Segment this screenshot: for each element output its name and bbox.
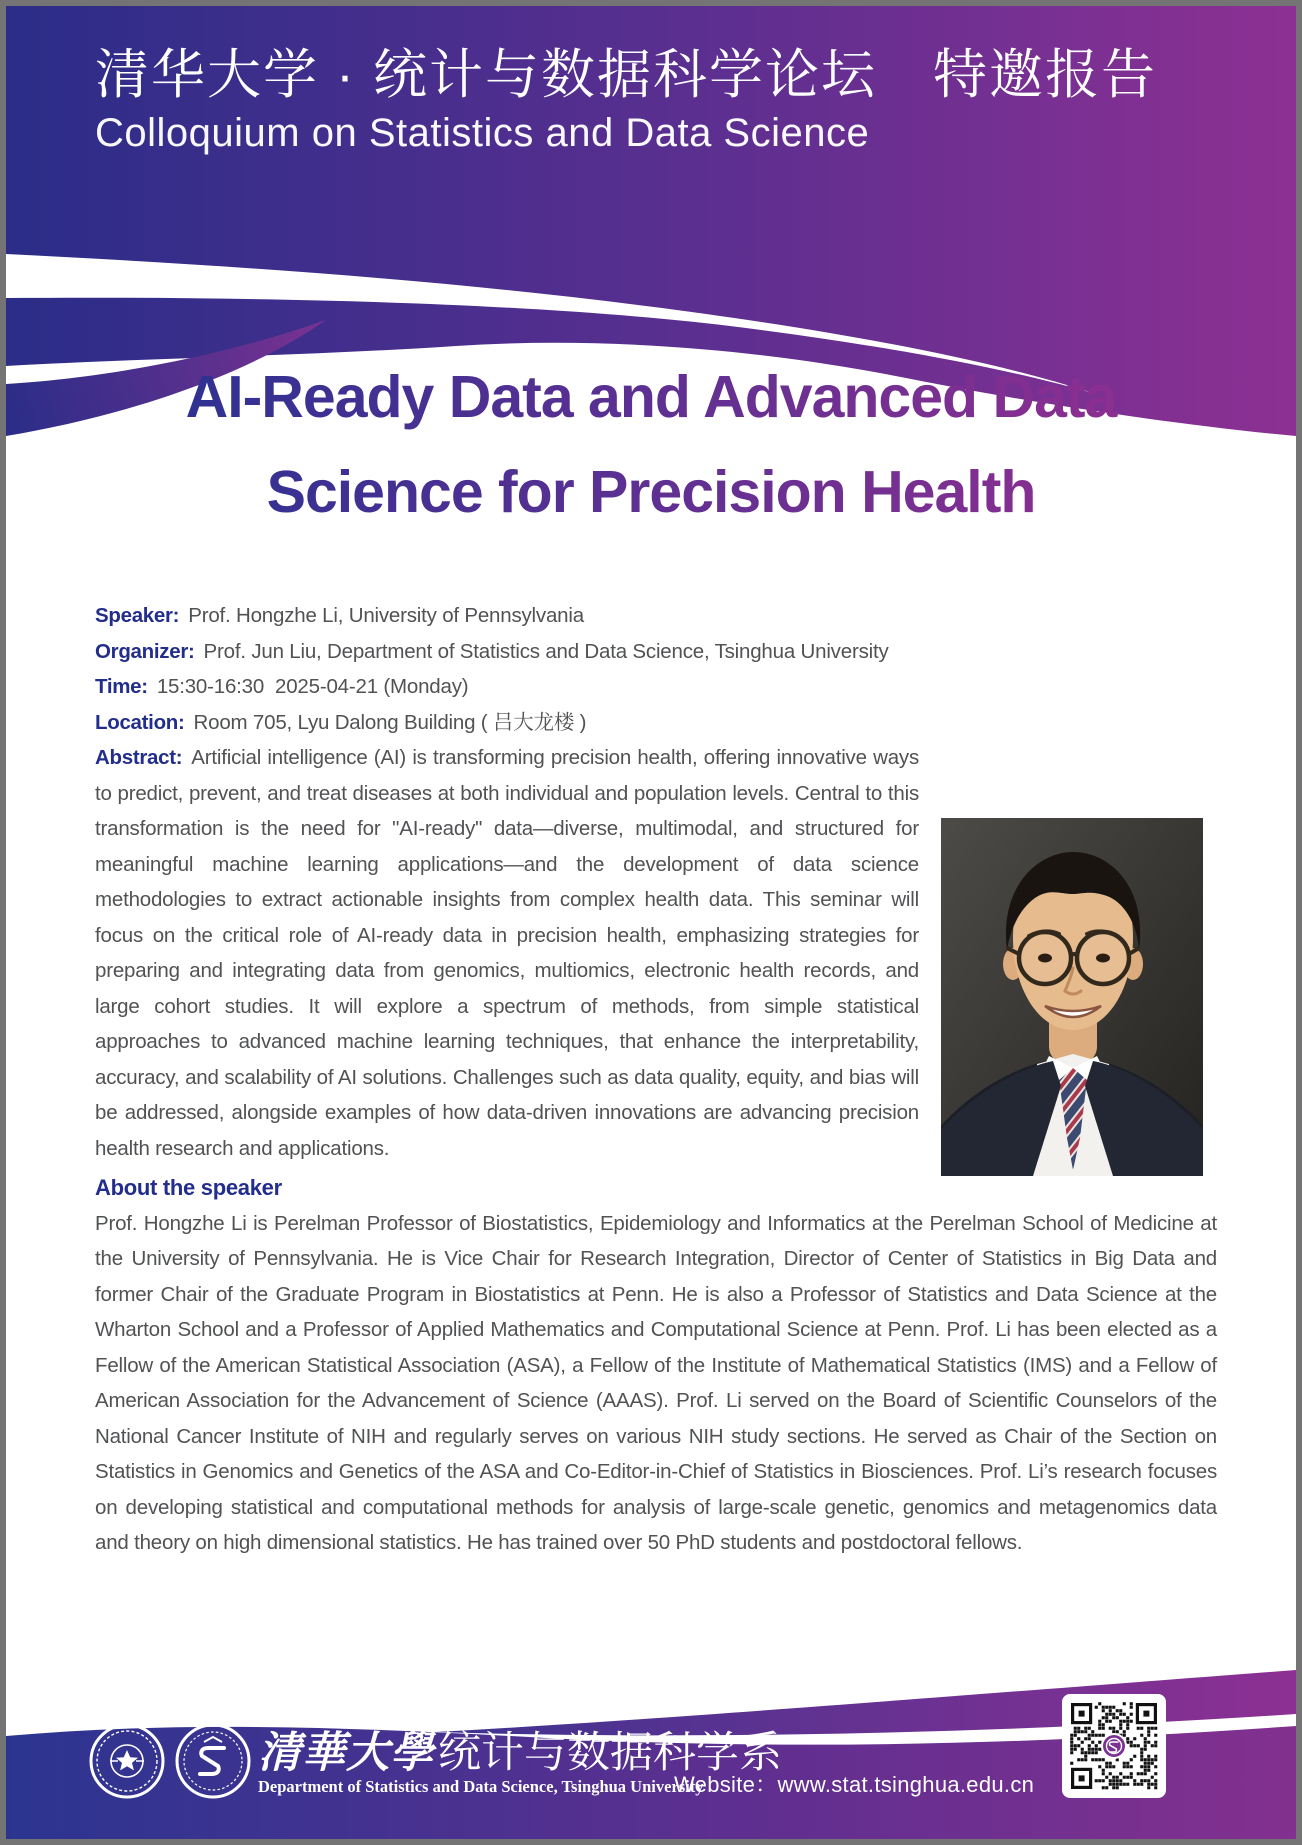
department-name-en: Department of Statistics and Data Science, Tsinghua University — [258, 1777, 704, 1796]
talk-title-line2: Science for Precision Health — [266, 459, 1036, 525]
website-url: www.stat.tsinghua.edu.cn — [777, 1772, 1035, 1797]
department-logo — [174, 1722, 252, 1800]
tsinghua-calligraphy-text: 清華大學 — [258, 1729, 434, 1777]
about-speaker-heading: About the speaker — [95, 1175, 282, 1200]
website-line — [674, 1768, 1034, 1799]
website-label: Website： — [674, 1772, 778, 1797]
location-value: Room 705, Lyu Dalong Building ( 吕大龙楼 ) — [193, 710, 587, 734]
abstract-paragraph — [95, 740, 1217, 1166]
organizer-row — [95, 634, 1217, 670]
speaker-row — [95, 598, 1217, 634]
time-row — [95, 669, 1217, 705]
header-subtitle-en: Colloquium on Statistics and Data Science — [95, 111, 870, 155]
footer — [6, 1634, 1296, 1839]
time-label: Time: — [95, 675, 148, 698]
speaker-value: Prof. Hongzhe Li, University of Pennsylvania — [188, 604, 584, 627]
qr-code — [1062, 1694, 1166, 1798]
location-label: Location: — [95, 710, 185, 734]
speaker-label: Speaker: — [95, 604, 180, 627]
time-value: 15:30-16:30 2025-04-21 (Monday) — [156, 675, 469, 698]
talk-title-line1: AI-Ready Data and Advanced Data — [185, 364, 1117, 430]
organizer-label: Organizer: — [95, 639, 195, 663]
talk-details — [95, 598, 1223, 1561]
speaker-photo-art — [941, 818, 1203, 1176]
abstract-text: Artificial intelligence (AI) is transforming precision health, offering innovative ways to predict, prevent, and treat diseases at both individual and population levels. Central to this transformation is the need for "AI-ready" data—diverse, multimodal, and structured for meaningful machine learning applications—and the development of data science methodologies to extract actionable insights from complex health data. This seminar will focus on the critical role of AI-ready data in precision health, emphasizing strategies for preparing and integrating data from genomics, multiomics, electronic health records, and large cohort studies. It will explore a spectrum of methods, from simple statistical approaches to advanced machine learning techniques, that enhance the interpretability, accuracy, and scalability of AI solutions. Challenges such as data quality, equity, and bias will be addressed, alongside examples of how data-driven innovations are advancing precision health research and applications. — [95, 746, 925, 1160]
location-row — [95, 705, 1217, 741]
abstract-label: Abstract: — [95, 746, 183, 769]
department-zh-text: 统计与数据科学系 — [438, 1729, 782, 1777]
header-title-zh: 清华大学 · 统计与数据科学论坛 特邀报告 — [95, 45, 1157, 105]
about-speaker-text: Prof. Hongzhe Li is Perelman Professor of Biostatistics, Epidemiology and Informatics at the Perelman School of Medicine at the University of Pennsylvania. He is Vice Chair for Research Integration, Director of Center of Statistics in Big Data and former Chair of the Graduate Program in Biostatistics at Penn. He is also a Professor of Statistics and Data Science at the Wharton School and a Professor of Applied Mathematics and Computational Science at Penn. Prof. Li has been elected as a Fellow of the American Statistical Association (ASA), a Fellow of the Institute of Mathematical Statistics (IMS) and a Fellow of American Association for the Advancement of Science (AAAS). Prof. Li served on the Board of Scientific Counselors of the National Cancer Institute of NIH and regularly serves on various NIH study sections. He served as Chair of the Section on Statistics in Genomics and Genetics of the ASA and Co-Editor-in-Chief of Statistics in Biosciences. Prof. Li’s research focuses on developing statistical and computational methods for analysis of large-scale genetic, genomics and metagenomics data and theory on high dimensional statistics. He has trained over 50 PhD students and postdoctoral fellows. — [95, 1211, 1223, 1554]
speaker-photo — [941, 747, 1203, 1105]
talk-title — [6, 350, 1296, 540]
tsinghua-university-logo — [88, 1722, 166, 1800]
organizer-value: Prof. Jun Liu, Department of Statistics and Data Science, Tsinghua University — [203, 639, 889, 663]
header — [95, 42, 1157, 158]
